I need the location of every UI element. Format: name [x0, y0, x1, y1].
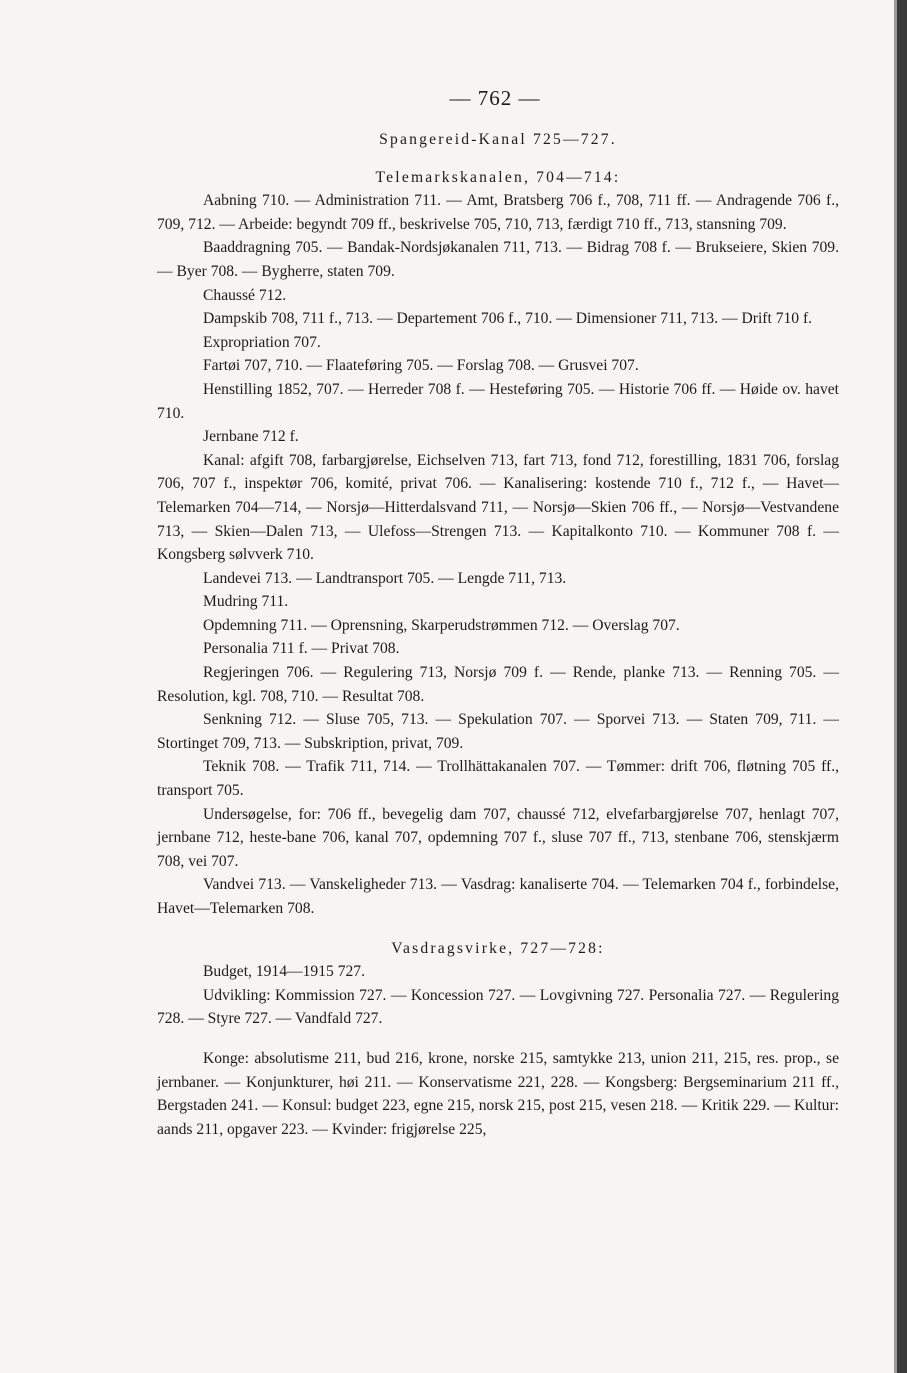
- index-entry: Mudring 711.: [203, 593, 289, 611]
- index-entry: Jernbane 712 f.: [203, 428, 299, 446]
- page-edge-border: [897, 0, 907, 1373]
- index-entry: Personalia 711 f. — Privat 708.: [203, 640, 400, 658]
- section-heading-telemark: Telemarkskanalen, 704—714:: [375, 168, 621, 186]
- index-entry: Landevei 713. — Landtransport 705. — Lengde 711, 713.: [203, 569, 567, 587]
- index-content: [157, 128, 839, 1141]
- index-entry: Aabning 710. — Administration 711. — Amt, Bratsberg 706 f., 708, 711 ff. — Andragende 706 f., 709, 712. — Arbeide: begyndt 709 ff., beskrivelse 705, 710, 713, færdigt 710 ff., 713, stansning 709.: [157, 192, 839, 233]
- section-heading-spangereid: Spangereid-Kanal 725—727.: [379, 131, 617, 148]
- index-entry: Baaddragning 705. — Bandak-Nordsjøkanalen 711, 713. — Bidrag 708 f. — Brukseiere, Skien 709. — Byer 708. — Bygherre, staten 709.: [157, 239, 839, 280]
- index-entry-konge: Konge: absolutisme 211, bud 216, krone, norske 215, samtykke 213, union 211, 215, res. prop., se jernbaner. — Konjunkturer, høi 211. — Konservatisme 221, 228. — Kongsberg: Bergseminarium 211 ff., Bergstaden 241. — Konsul: budget 223, egne 215, norsk 215, post 215, vesen 218. — Kritik 229. — Kultur: aands 211, opgaver 223. — Kvinder: frigjørelse 225,: [157, 1049, 839, 1138]
- index-entry: Dampskib 708, 711 f., 713. — Departement 706 f., 710. — Dimensioner 711, 713. — Drift 710 f.: [203, 310, 813, 328]
- index-entry: Vandvei 713. — Vanskeligheder 713. — Vasdrag: kanaliserte 704. — Telemarken 704 f., forbindelse, Havet—Telemarken 708.: [157, 876, 839, 917]
- index-entry: Expropriation 707.: [203, 333, 321, 351]
- index-entry: Teknik 708. — Trafik 711, 714. — Trollhättakanalen 707. — Tømmer: drift 706, fløtning 705 ff., transport 705.: [157, 758, 839, 800]
- index-entry: Regjeringen 706. — Regulering 713, Norsjø 709 f. — Rende, planke 713. — Renning 705. — Resolution, kgl. 708, 710. — Resultat 708.: [157, 664, 839, 705]
- index-entry: Henstilling 1852, 707. — Herreder 708 f. — Hesteføring 705. — Historie 706 ff. — Høide ov. havet 710.: [157, 380, 839, 422]
- index-entry: Fartøi 707, 710. — Flaateføring 705. — Forslag 708. — Grusvei 707.: [203, 357, 639, 375]
- index-entry: Senkning 712. — Sluse 705, 713. — Spekulation 707. — Sporvei 713. — Staten 709, 711. — Stortinget 709, 713. — Subskription, privat, 709.: [157, 711, 839, 752]
- page-number: — 762 —: [449, 86, 541, 110]
- section-heading-vasdrag: Vasdragsvirke, 727—728:: [391, 939, 605, 957]
- index-entry: Chaussé 712.: [203, 286, 287, 304]
- index-entry: Opdemning 711. — Oprensning, Skarperudstrømmen 712. — Overslag 707.: [203, 616, 680, 634]
- index-entry: Kanal: afgift 708, farbargjørelse, Eichselven 713, fart 713, fond 712, forestilling, 1831 706, forslag 706, 707 f., inspektør 706, komité, privat 706. — Kanalisering: kostende 710 f., 712 f., — Havet—Telemarken 704—714, — Norsjø—Hitterdalsvand 711, — Norsjø—Skien 706 ff., — Norsjø—Vestvandene 713, — Skien—Dalen 713, — Ulefoss—Strengen 713. — Kapitalkonto 710. — Kommuner 708 f. — Kongsberg sølvverk 710.: [157, 451, 839, 564]
- index-entry: Udvikling: Kommission 727. — Koncession 727. — Lovgivning 727. Personalia 727. — Regulering 728. — Styre 727. — Vandfald 727.: [157, 986, 839, 1028]
- index-entry: Budget, 1914—1915 727.: [203, 963, 365, 981]
- index-entry: Undersøgelse, for: 706 ff., bevegelig dam 707, chaussé 712, elvefarbargjørelse 707, henlagt 707, jernbane 712, heste-bane 706, kanal 707, opdemning 707 f., sluse 707 ff., 713, stenbane 706, stenskjærm 708, vei 707.: [157, 805, 839, 870]
